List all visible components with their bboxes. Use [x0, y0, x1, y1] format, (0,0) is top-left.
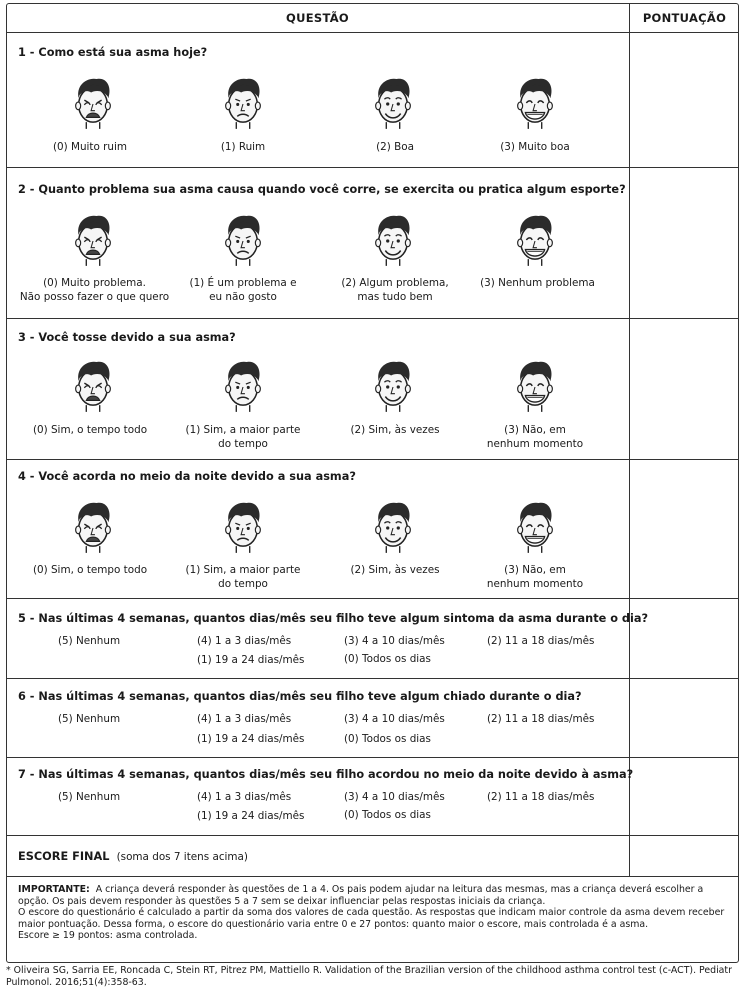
question-1-title: 1 - Como está sua asma hoje? — [18, 46, 208, 59]
q5-option-2: (2) 11 a 18 dias/mês — [487, 635, 595, 647]
sad-face-icon — [220, 498, 266, 556]
row-divider — [6, 598, 739, 599]
q4-option-3: (3) Não, em nenhum momento — [486, 564, 584, 590]
smiling-face-icon — [370, 74, 416, 132]
q6-option-1: (1) 19 a 24 dias/mês — [197, 733, 305, 745]
column-header-question: QUESTÃO — [286, 11, 349, 25]
sad-face-icon — [220, 74, 266, 132]
q2-option-2: (2) Algum problema, mas tudo bem — [341, 277, 449, 303]
question-6-title: 6 - Nas últimas 4 semanas, quantos dias/mês seu filho teve algum chiado durante o dia? — [18, 690, 582, 703]
smiling-face-icon — [370, 211, 416, 269]
final-score-label — [18, 850, 248, 863]
q2-option-3: (3) Nenhum problema — [480, 277, 595, 289]
smiling-face-icon — [370, 357, 416, 415]
very-sad-face-icon — [70, 211, 116, 269]
q3-option-2: (2) Sim, às vezes — [350, 424, 440, 436]
row-divider — [6, 678, 739, 679]
q7-option-0: (0) Todos os dias — [344, 809, 431, 821]
q7-option-4: (4) 1 a 3 dias/mês — [197, 791, 292, 803]
laughing-face-icon — [512, 357, 558, 415]
final-score-detail: (soma dos 7 itens acima) — [116, 851, 248, 863]
question-5-title: 5 - Nas últimas 4 semanas, quantos dias/mês seu filho teve algum sintoma da asma durante o dia? — [18, 612, 649, 625]
q7-option-5: (5) Nenhum — [58, 791, 121, 803]
sad-face-icon — [220, 357, 266, 415]
q6-option-2: (2) 11 a 18 dias/mês — [487, 713, 595, 725]
question-2-title: 2 - Quanto problema sua asma causa quando você corre, se exercita ou pratica algum esporte? — [18, 183, 626, 196]
row-divider — [6, 318, 739, 319]
q5-option-0: (0) Todos os dias — [344, 653, 431, 665]
very-sad-face-icon — [70, 498, 116, 556]
row-divider — [6, 835, 739, 836]
important-label: IMPORTANTE: — [18, 884, 90, 895]
important-note — [18, 884, 730, 942]
q3-option-3: (3) Não, em nenhum momento — [486, 424, 584, 450]
laughing-face-icon — [512, 211, 558, 269]
question-7-title: 7 - Nas últimas 4 semanas, quantos dias/mês seu filho acordou no meio da noite devido à asma? — [18, 768, 634, 781]
q6-option-4: (4) 1 a 3 dias/mês — [197, 713, 292, 725]
row-divider — [6, 757, 739, 758]
q7-option-3: (3) 4 a 10 dias/mês — [344, 791, 445, 803]
q1-option-0: (0) Muito ruim — [52, 141, 128, 153]
q4-option-2: (2) Sim, às vezes — [350, 564, 440, 576]
sad-face-icon — [220, 211, 266, 269]
q7-option-1: (1) 19 a 24 dias/mês — [197, 810, 305, 822]
final-score-title: ESCORE FINAL — [18, 850, 110, 863]
q5-option-4: (4) 1 a 3 dias/mês — [197, 635, 292, 647]
q1-option-2: (2) Boa — [376, 141, 414, 153]
q6-option-5: (5) Nenhum — [58, 713, 121, 725]
q4-option-0: (0) Sim, o tempo todo — [32, 564, 148, 576]
q2-option-1: (1) É um problema e eu não gosto — [189, 277, 297, 303]
score-cutoff: Escore ≥ 19 pontos: asma controlada. — [18, 930, 198, 942]
laughing-face-icon — [512, 498, 558, 556]
row-divider — [6, 32, 739, 33]
row-divider — [6, 459, 739, 460]
q3-option-1: (1) Sim, a maior parte do tempo — [185, 424, 301, 450]
q6-option-0: (0) Todos os dias — [344, 733, 431, 745]
question-3-title: 3 - Você tosse devido a sua asma? — [18, 331, 236, 344]
reference-footnote: * Oliveira SG, Sarria EE, Roncada C, Stein RT, Pitrez PM, Mattiello R. Validation of the Brazilian version of the childhood asthma control test (c-ACT). Pediatr Pulmonol. 2016;51(4):358-63. — [6, 965, 732, 988]
laughing-face-icon — [512, 74, 558, 132]
row-divider — [6, 167, 739, 168]
very-sad-face-icon — [70, 357, 116, 415]
q5-option-5: (5) Nenhum — [58, 635, 121, 647]
row-divider — [6, 876, 739, 877]
important-text: A criança deverá responder às questões de 1 a 4. Os pais podem ajudar na leitura das mesmas, mas a criança deverá escolher a opção. Os pais devem responder às questões 5 a 7 sem se deixar influenciar pelas respostas iniciais da criança. — [18, 884, 704, 907]
q5-option-1: (1) 19 a 24 dias/mês — [197, 654, 305, 666]
q1-option-1: (1) Ruim — [220, 141, 266, 153]
very-sad-face-icon — [70, 74, 116, 132]
q5-option-3: (3) 4 a 10 dias/mês — [344, 635, 445, 647]
q2-option-0: (0) Muito problema. Não posso fazer o que quero — [19, 277, 170, 303]
column-divider — [629, 3, 630, 876]
q7-option-2: (2) 11 a 18 dias/mês — [487, 791, 595, 803]
q4-option-1: (1) Sim, a maior parte do tempo — [185, 564, 301, 590]
score-explanation: O escore do questionário é calculado a partir da soma dos valores de cada questão. As respostas que indicam maior controle da asma devem receber maior pontuação. Dessa forma, o escore do questionário varia entre 0 e 27 pontos: quanto maior o escore, mais controlada é a asma. — [18, 907, 725, 930]
q3-option-0: (0) Sim, o tempo todo — [32, 424, 148, 436]
smiling-face-icon — [370, 498, 416, 556]
q1-option-3: (3) Muito boa — [500, 141, 570, 153]
question-4-title: 4 - Você acorda no meio da noite devido a sua asma? — [18, 470, 356, 483]
q6-option-3: (3) 4 a 10 dias/mês — [344, 713, 445, 725]
column-header-score: PONTUAÇÃO — [642, 11, 727, 25]
